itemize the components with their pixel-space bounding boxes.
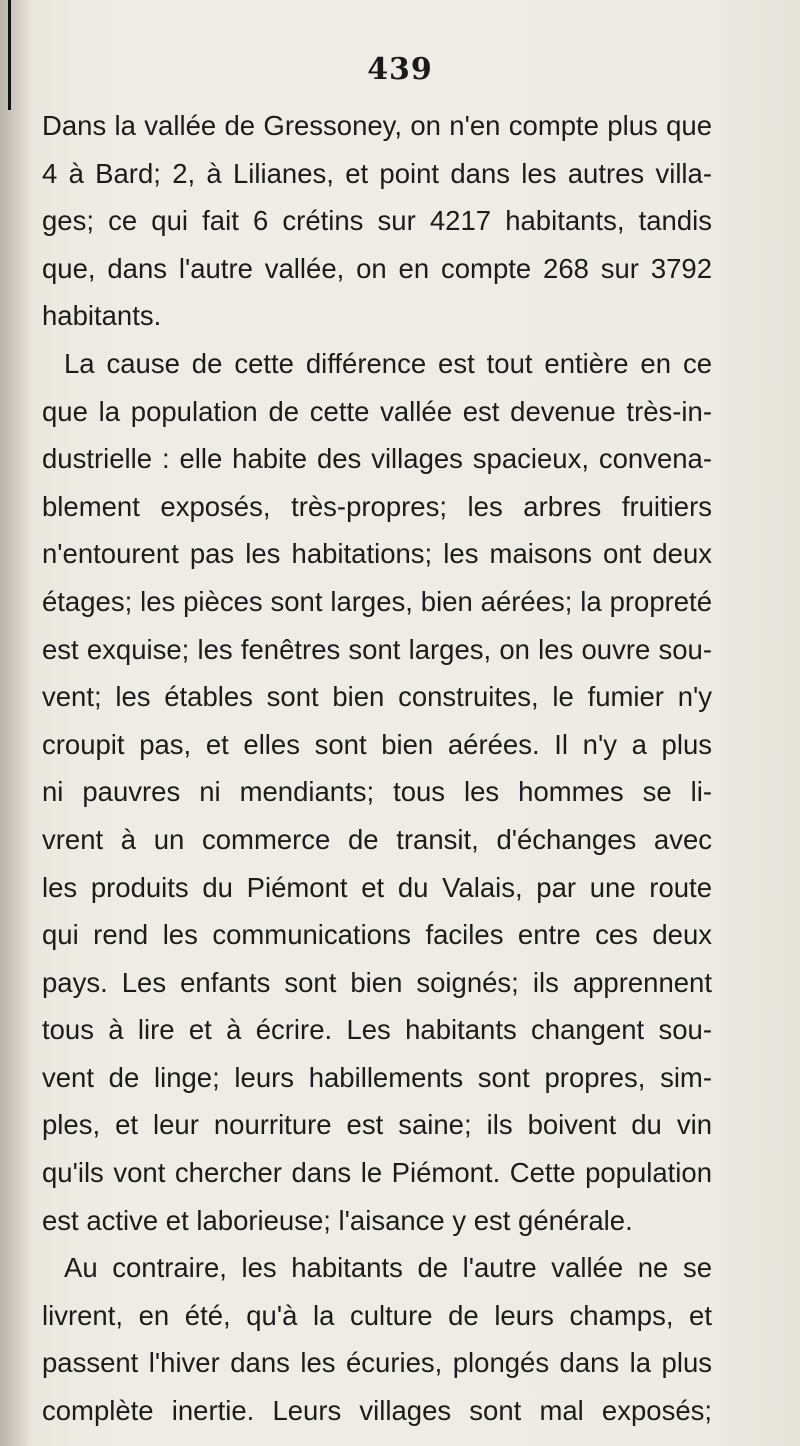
text-line: n'entourent pas les habitations; les maisons ont deux	[42, 538, 712, 570]
text-line: que la population de cette vallée est devenue très-in-	[42, 395, 712, 427]
text-line: 4 à Bard; 2, à Lilianes, et point dans les autres villa-	[42, 157, 712, 189]
text-line: vent; les étables sont bien construites, le fumier n'y	[42, 681, 712, 713]
text-line: livrent, en été, qu'à la culture de leurs champs, et	[42, 1299, 712, 1331]
text-line: qu'ils vont chercher dans le Piémont. Cette population	[42, 1157, 712, 1189]
text-line: blement exposés, très-propres; les arbres fruitiers	[42, 490, 712, 522]
text-line: est exquise; les fenêtres sont larges, on les ouvre sou-	[42, 633, 712, 665]
text-line: complète inertie. Leurs villages sont mal exposés;	[42, 1395, 712, 1427]
text-line: étages; les pièces sont larges, bien aérées; la propreté	[42, 585, 712, 617]
text-line: croupit pas, et elles sont bien aérées. Il n'y a plus	[42, 728, 712, 760]
text-line: ni pauvres ni mendiants; tous les hommes se li-	[42, 776, 712, 808]
text-line: Dans la vallée de Gressoney, on n'en compte plus que	[42, 110, 712, 141]
text-line: est active et laborieuse; l'aisance y est générale.	[42, 1204, 633, 1236]
text-line: vent de linge; leurs habillements sont propres, sim-	[42, 1061, 712, 1093]
page-number: 439	[367, 52, 433, 87]
text-line: vrent à un commerce de transit, d'échanges avec	[42, 823, 712, 855]
text-line: La cause de cette différence est tout entière en ce	[64, 347, 712, 379]
text-line: tous à lire et à écrire. Les habitants changent sou-	[42, 1014, 712, 1046]
text-line: Au contraire, les habitants de l'autre vallée ne se	[64, 1252, 712, 1284]
text-line: ges; ce qui fait 6 crétins sur 4217 habitants, tandis	[42, 205, 712, 237]
text-line: dustrielle : elle habite des villages spacieux, convena-	[42, 443, 712, 475]
text-line: que, dans l'autre vallée, on en compte 268 sur 3792	[42, 252, 712, 284]
text-line: les produits du Piémont et du Valais, par une route	[42, 871, 712, 903]
body-text	[42, 102, 712, 1435]
text-line: passent l'hiver dans les écuries, plongés dans la plus	[42, 1347, 712, 1379]
gutter-shadow	[0, 0, 30, 1446]
text-line: habitants.	[42, 300, 162, 332]
text-line: qui rend les communications faciles entre ces deux	[42, 919, 712, 951]
text-line: pays. Les enfants sont bien soignés; ils apprennent	[42, 966, 712, 998]
text-line: ples, et leur nourriture est saine; ils boivent du vin	[42, 1109, 712, 1141]
